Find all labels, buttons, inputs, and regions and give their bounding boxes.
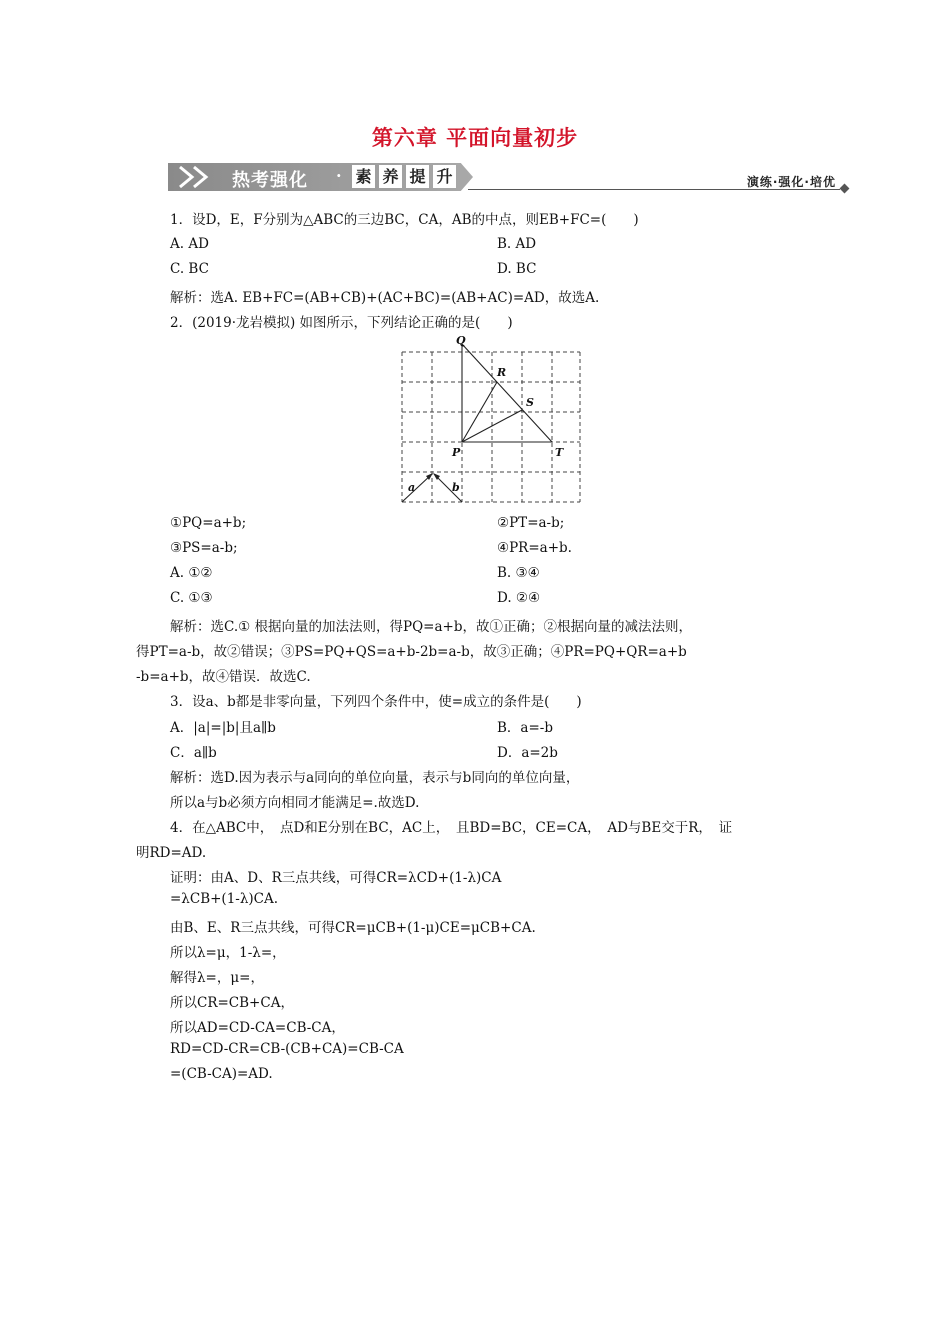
- q3-solution-line-1: 解析：选D.因为表示与a同向的单位向量，表示与b同向的单位向量，: [170, 770, 580, 786]
- label-p: P: [452, 446, 461, 459]
- label-t: T: [555, 446, 564, 459]
- label-r: R: [497, 366, 507, 379]
- label-a: a: [408, 481, 416, 494]
- q1-option-c: C. BC: [170, 261, 209, 277]
- q3-solution-line-2: 所以a与b必须方向相同才能满足=.故选D.: [170, 795, 420, 811]
- q4-proof-2: =λCB+(1-λ)CA.: [170, 891, 279, 907]
- label-q: Q: [456, 336, 466, 347]
- q2-option-c: C. ①③: [170, 590, 213, 606]
- q1-option-a: A. AD: [170, 236, 209, 252]
- q4-proof-3: 由B、E、R三点共线，可得CR=μCB+(1-μ)CE=μCB+CA.: [170, 920, 536, 936]
- banner-dot: ·: [336, 166, 342, 185]
- q1-stem: 1．设D，E，F分别为△ABC的三边BC，CA，AB的中点，则EB+FC=( ): [170, 212, 639, 228]
- banner-box-4: 升: [433, 165, 456, 188]
- q2-solution-line-3: -b=a+b，故④错误．故选C.: [136, 669, 311, 685]
- q2-solution-line-2: 得PT=a-b，故②错误；③PS=PQ+QS=a+b-2b=a-b，故③正确；④PR=PQ+QR=a+b: [136, 644, 687, 660]
- label-s: S: [526, 396, 534, 409]
- q2-statement-3: ③PS=a-b;: [170, 540, 238, 556]
- q4-proof-6: 所以CR=CB+CA，: [170, 995, 294, 1011]
- section-banner: [168, 163, 848, 193]
- banner-box-3: 提: [406, 165, 429, 188]
- q3-option-c: C．a∥b: [170, 745, 217, 761]
- q4-proof-5: 解得λ=，μ=，: [170, 970, 264, 986]
- q2-statement-2: ②PT=a-b;: [497, 515, 565, 531]
- banner-box-1: 素: [352, 165, 375, 188]
- q2-stem: 2．(2019·龙岩模拟) 如图所示，下列结论正确的是( ): [170, 315, 513, 331]
- q1-solution: 解析：选A. EB+FC=(AB+CB)+(AC+BC)=(AB+AC)=AD，故选A.: [170, 290, 600, 306]
- q1-option-d: D. BC: [497, 261, 537, 277]
- chapter-title: 第六章 平面向量初步: [371, 125, 579, 150]
- q2-solution-line-1: 解析：选C.① 根据向量的加法法则，得PQ=a+b，故①正确；②根据向量的减法法则，: [170, 619, 692, 635]
- q4-stem-line-1: 4．在△ABC中， 点D和E分别在BC，AC上， 且BD=BC，CE=CA， AD与BE交于R， 证: [170, 820, 733, 836]
- q1-option-b: B. AD: [497, 236, 537, 252]
- q3-option-d: D．a=2b: [497, 745, 558, 761]
- q4-proof-4: 所以λ=μ，1-λ=，: [170, 945, 286, 961]
- diamond-icon: [840, 184, 850, 194]
- q2-statement-1: ①PQ=a+b;: [170, 515, 247, 531]
- q3-option-a: A．|a|=|b|且a∥b: [170, 720, 276, 736]
- q2-option-b: B. ③④: [497, 565, 540, 581]
- q2-option-a: A. ①②: [170, 565, 213, 581]
- q2-option-d: D. ②④: [497, 590, 541, 606]
- label-b: b: [452, 481, 460, 494]
- banner-box-2: 养: [379, 165, 402, 188]
- q4-proof-7: 所以AD=CD-CA=CB-CA，: [170, 1020, 345, 1036]
- q4-proof-9: =(CB-CA)=AD.: [170, 1066, 273, 1082]
- double-chevron-icon: [176, 165, 220, 189]
- banner-subtitle: 演练·强化·培优: [746, 175, 836, 189]
- q4-stem-line-2: 明RD=AD.: [136, 845, 207, 861]
- q2-statement-4: ④PR=a+b.: [497, 540, 572, 556]
- q4-proof-8: RD=CD-CR=CB-(CB+CA)=CB-CA: [170, 1041, 404, 1057]
- banner-main-text: 热考强化: [232, 170, 308, 191]
- vector-grid-figure: [398, 336, 588, 510]
- q3-stem: 3．设a、b都是非零向量，下列四个条件中，使=成立的条件是( ): [170, 694, 582, 710]
- q3-option-b: B．a=-b: [497, 720, 553, 736]
- q4-proof-1: 证明：由A、D、R三点共线，可得CR=λCD+(1-λ)CA: [170, 870, 502, 886]
